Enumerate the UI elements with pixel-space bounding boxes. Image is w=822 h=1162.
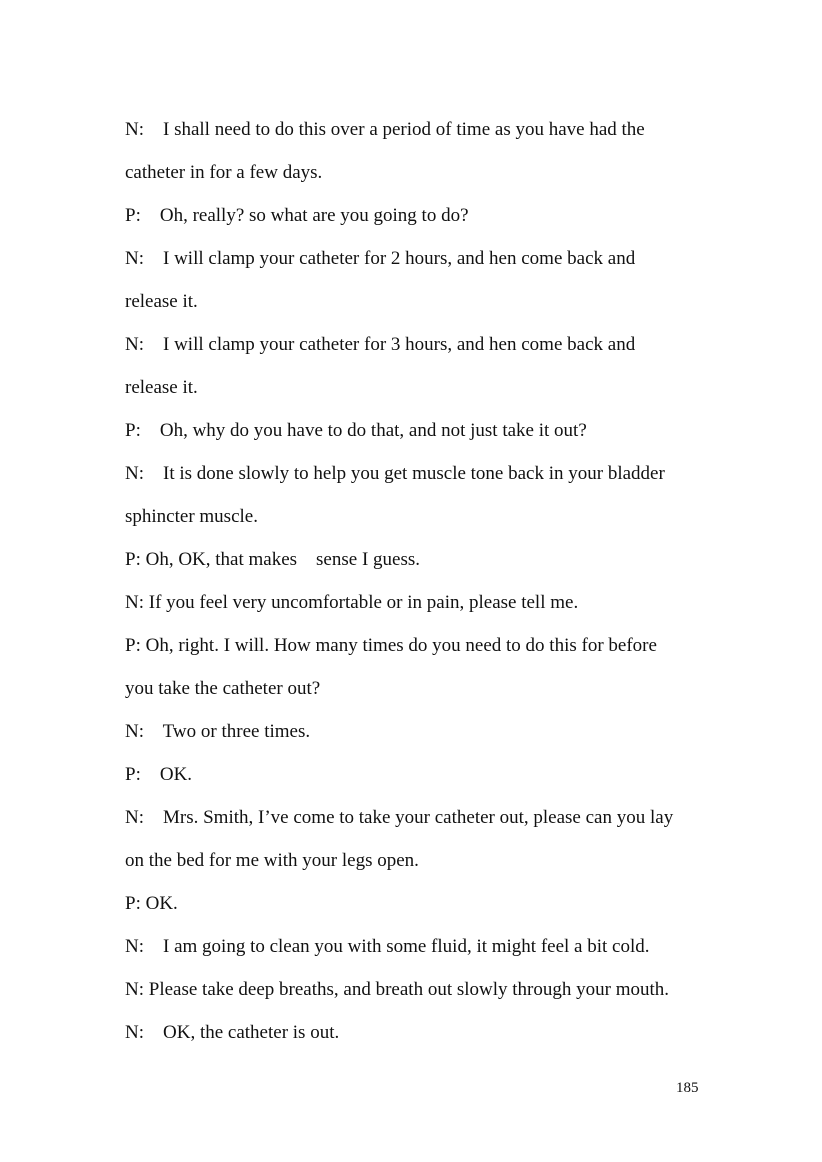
dialogue-line: you take the catheter out? (125, 678, 321, 699)
dialogue-line: P: Oh, right. I will. How many times do you need to do this for before (125, 635, 657, 656)
page-number: 185 (676, 1080, 699, 1096)
dialogue-line: P: Oh, really? so what are you going to do? (125, 205, 469, 226)
dialogue-line: P: Oh, OK, that makes sense I guess. (125, 549, 420, 570)
dialogue-line: N: I will clamp your catheter for 2 hours, and hen come back and (125, 248, 636, 269)
dialogue-line: P: Oh, why do you have to do that, and not just take it out? (125, 420, 587, 441)
dialogue-line: release it. (125, 291, 198, 312)
dialogue-line: N: Mrs. Smith, I’ve come to take your catheter out, please can you lay (125, 807, 674, 828)
dialogue-transcript (125, 108, 725, 1054)
dialogue-line: N: I will clamp your catheter for 3 hours, and hen come back and (125, 334, 636, 355)
dialogue-line: sphincter muscle. (125, 506, 258, 527)
dialogue-line: N: I shall need to do this over a period of time as you have had the (125, 119, 645, 140)
dialogue-line: N: Two or three times. (125, 721, 311, 742)
dialogue-line: N: Please take deep breaths, and breath out slowly through your mouth. (125, 979, 670, 1000)
dialogue-line: on the bed for me with your legs open. (125, 850, 419, 871)
dialogue-line: P: OK. (125, 893, 178, 914)
dialogue-line: N: I am going to clean you with some fluid, it might feel a bit cold. (125, 936, 650, 957)
dialogue-line: P: OK. (125, 764, 193, 785)
dialogue-line: release it. (125, 377, 198, 398)
dialogue-line: catheter in for a few days. (125, 162, 323, 183)
dialogue-line: N: OK, the catheter is out. (125, 1022, 340, 1043)
dialogue-line: N: It is done slowly to help you get muscle tone back in your bladder (125, 463, 665, 484)
dialogue-line: N: If you feel very uncomfortable or in pain, please tell me. (125, 592, 579, 613)
